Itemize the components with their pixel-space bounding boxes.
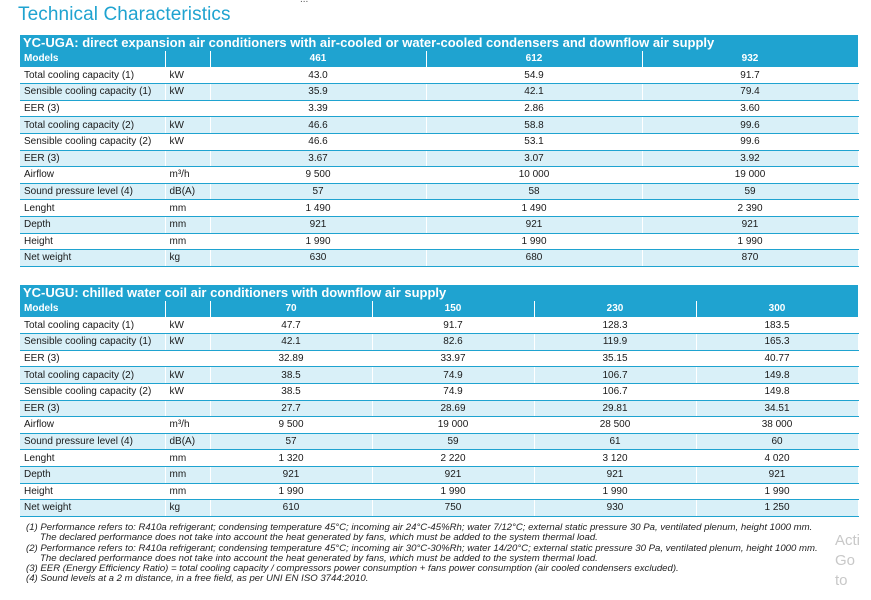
uga-section	[20, 35, 858, 267]
row-value: 1 490	[426, 200, 642, 217]
ugu-header-row	[20, 301, 858, 317]
table-row	[20, 133, 858, 150]
row-value: 630	[210, 250, 426, 267]
table-row	[20, 334, 858, 351]
page-title: Technical Characteristics	[18, 4, 231, 25]
row-value: 53.1	[426, 133, 642, 150]
row-value: 60	[696, 433, 858, 450]
table-row	[20, 433, 858, 450]
row-value: 1 990	[642, 233, 858, 250]
row-value: 3.92	[642, 150, 858, 167]
row-value: 79.4	[642, 84, 858, 101]
row-label: Total cooling capacity (2)	[20, 117, 165, 134]
row-unit: dB(A)	[165, 183, 210, 200]
row-value: 2 390	[642, 200, 858, 217]
row-value: 165.3	[696, 334, 858, 351]
row-unit: mm	[165, 200, 210, 217]
table-row	[20, 466, 858, 483]
row-value: 27.7	[210, 400, 372, 417]
row-value: 921	[696, 466, 858, 483]
row-value: 29.81	[534, 400, 696, 417]
row-value: 128.3	[534, 317, 696, 334]
row-value: 680	[426, 250, 642, 267]
row-value: 99.6	[642, 117, 858, 134]
row-value: 1 990	[210, 483, 372, 500]
row-value: 61	[534, 433, 696, 450]
table-row	[20, 250, 858, 267]
row-label: Net weight	[20, 250, 165, 267]
table-row	[20, 400, 858, 417]
row-value: 82.6	[372, 334, 534, 351]
row-value: 35.15	[534, 350, 696, 367]
row-value: 149.8	[696, 383, 858, 400]
row-value: 57	[210, 183, 426, 200]
table-row	[20, 117, 858, 134]
row-value: 38 000	[696, 417, 858, 434]
row-unit: dB(A)	[165, 433, 210, 450]
model-header-2: 230	[534, 301, 696, 317]
row-value: 3.60	[642, 100, 858, 117]
row-value: 930	[534, 500, 696, 517]
row-value: 42.1	[210, 334, 372, 351]
row-value: 3.07	[426, 150, 642, 167]
footnote-line: The declared performance does not take into account the heat generated by fans, which must be added to the system thermal load.	[40, 552, 598, 564]
row-value: 149.8	[696, 367, 858, 384]
row-unit: m³/h	[165, 167, 210, 184]
row-label: Total cooling capacity (1)	[20, 67, 165, 84]
row-value: 28.69	[372, 400, 534, 417]
table-row	[20, 367, 858, 384]
table-row	[20, 167, 858, 184]
row-unit: mm	[165, 450, 210, 467]
uga-table	[20, 51, 859, 267]
watermark-line2: Go to	[835, 552, 856, 589]
row-value: 870	[642, 250, 858, 267]
row-value: 10 000	[426, 167, 642, 184]
row-value: 19 000	[642, 167, 858, 184]
footnote-line: (3) EER (Energy Efficiency Ratio) = total cooling capacity / compressors power consumption + fans power consumption (air cooled condensers excluded).	[26, 563, 679, 575]
row-value: 3 120	[534, 450, 696, 467]
footnotes	[26, 523, 866, 585]
row-value: 42.1	[426, 84, 642, 101]
row-value: 3.39	[210, 100, 426, 117]
top-text-fragment	[300, 0, 308, 5]
ugu-section	[20, 285, 858, 517]
row-label: Airflow	[20, 167, 165, 184]
row-label: EER (3)	[20, 350, 165, 367]
row-label: Sensible cooling capacity (2)	[20, 133, 165, 150]
row-label: EER (3)	[20, 150, 165, 167]
table-row	[20, 450, 858, 467]
row-label: Height	[20, 233, 165, 250]
unit-header	[165, 301, 210, 317]
model-header-3: 300	[696, 301, 858, 317]
model-header-0: 70	[210, 301, 372, 317]
row-value: 40.77	[696, 350, 858, 367]
row-unit: kW	[165, 84, 210, 101]
row-value: 750	[372, 500, 534, 517]
model-header-1: 150	[372, 301, 534, 317]
row-value: 38.5	[210, 383, 372, 400]
row-unit: kW	[165, 133, 210, 150]
table-row	[20, 483, 858, 500]
row-value: 46.6	[210, 117, 426, 134]
uga-banner: YC-UGA: direct expansion air conditioners with air-cooled or water-cooled condensers and downflow air supply	[20, 35, 858, 51]
row-value: 119.9	[534, 334, 696, 351]
row-label: Height	[20, 483, 165, 500]
row-value: 58	[426, 183, 642, 200]
models-header-label: Models	[20, 301, 165, 317]
row-unit: mm	[165, 483, 210, 500]
row-unit	[165, 400, 210, 417]
row-value: 74.9	[372, 367, 534, 384]
table-row	[20, 233, 858, 250]
model-header-2: 932	[642, 51, 858, 67]
uga-header-row	[20, 51, 858, 67]
table-row	[20, 417, 858, 434]
row-unit	[165, 350, 210, 367]
row-value: 43.0	[210, 67, 426, 84]
table-row	[20, 317, 858, 334]
footnote-line: (4) Sound levels at a 2 m distance, in a free field, as per UNI EN ISO 3744:2010.	[26, 573, 369, 585]
row-label: Sound pressure level (4)	[20, 433, 165, 450]
table-row	[20, 150, 858, 167]
row-unit: kW	[165, 117, 210, 134]
row-value: 1 250	[696, 500, 858, 517]
footnote-line: (1) Performance refers to: R410a refrigerant; condensing temperature 45°C; incoming air 24°C-45%Rh; water 7/12°C; external static pressure 30 Pa, ventilated plenum, height 1000 mm.	[26, 522, 813, 533]
row-label: Depth	[20, 466, 165, 483]
model-header-0: 461	[210, 51, 426, 67]
row-value: 921	[210, 466, 372, 483]
table-row	[20, 216, 858, 233]
row-label: EER (3)	[20, 100, 165, 117]
row-unit: kW	[165, 334, 210, 351]
row-value: 74.9	[372, 383, 534, 400]
row-value: 106.7	[534, 383, 696, 400]
row-value: 32.89	[210, 350, 372, 367]
row-value: 9 500	[210, 417, 372, 434]
row-value: 28 500	[534, 417, 696, 434]
row-label: Net weight	[20, 500, 165, 517]
row-value: 3.67	[210, 150, 426, 167]
row-value: 58.8	[426, 117, 642, 134]
row-value: 610	[210, 500, 372, 517]
row-label: Depth	[20, 216, 165, 233]
row-unit: m³/h	[165, 417, 210, 434]
row-value: 19 000	[372, 417, 534, 434]
row-value: 35.9	[210, 84, 426, 101]
unit-header	[165, 51, 210, 67]
row-unit: mm	[165, 466, 210, 483]
row-value: 59	[372, 433, 534, 450]
row-value: 91.7	[372, 317, 534, 334]
row-value: 921	[372, 466, 534, 483]
row-label: Sensible cooling capacity (1)	[20, 334, 165, 351]
row-label: Sound pressure level (4)	[20, 183, 165, 200]
row-value: 34.51	[696, 400, 858, 417]
row-value: 183.5	[696, 317, 858, 334]
activation-watermark	[835, 531, 871, 591]
table-row	[20, 84, 858, 101]
row-value: 57	[210, 433, 372, 450]
row-unit: kW	[165, 67, 210, 84]
table-row	[20, 383, 858, 400]
row-label: Total cooling capacity (1)	[20, 317, 165, 334]
row-value: 1 990	[534, 483, 696, 500]
row-value: 921	[426, 216, 642, 233]
row-label: Lenght	[20, 200, 165, 217]
table-row	[20, 100, 858, 117]
row-value: 1 990	[696, 483, 858, 500]
row-value: 106.7	[534, 367, 696, 384]
row-unit: mm	[165, 233, 210, 250]
row-unit: kW	[165, 317, 210, 334]
row-label: Airflow	[20, 417, 165, 434]
row-unit: kW	[165, 383, 210, 400]
row-value: 38.5	[210, 367, 372, 384]
row-label: Lenght	[20, 450, 165, 467]
table-row	[20, 200, 858, 217]
models-header-label: Models	[20, 51, 165, 67]
row-unit: kg	[165, 250, 210, 267]
row-value: 59	[642, 183, 858, 200]
watermark-line1: Acti	[835, 532, 861, 549]
row-value: 921	[642, 216, 858, 233]
table-row	[20, 183, 858, 200]
table-row	[20, 67, 858, 84]
row-value: 4 020	[696, 450, 858, 467]
row-unit: kW	[165, 367, 210, 384]
row-label: Sensible cooling capacity (2)	[20, 383, 165, 400]
row-value: 99.6	[642, 133, 858, 150]
row-unit: kg	[165, 500, 210, 517]
ugu-table	[20, 301, 859, 517]
row-value: 91.7	[642, 67, 858, 84]
row-label: Total cooling capacity (2)	[20, 367, 165, 384]
row-unit	[165, 100, 210, 117]
row-label: EER (3)	[20, 400, 165, 417]
table-row	[20, 500, 858, 517]
row-value: 54.9	[426, 67, 642, 84]
row-value: 9 500	[210, 167, 426, 184]
ugu-banner: YC-UGU: chilled water coil air conditioners with downflow air supply	[20, 285, 858, 301]
row-value: 1 990	[210, 233, 426, 250]
row-value: 2 220	[372, 450, 534, 467]
row-value: 1 990	[372, 483, 534, 500]
model-header-1: 612	[426, 51, 642, 67]
row-value: 47.7	[210, 317, 372, 334]
row-label: Sensible cooling capacity (1)	[20, 84, 165, 101]
row-value: 33.97	[372, 350, 534, 367]
footnote-line: The declared performance does not take into account the heat generated by fans, which must be added to the system thermal load.	[40, 532, 598, 544]
table-row	[20, 350, 858, 367]
row-unit: mm	[165, 216, 210, 233]
row-value: 2.86	[426, 100, 642, 117]
row-value: 46.6	[210, 133, 426, 150]
row-value: 921	[210, 216, 426, 233]
footnote-line: (2) Performance refers to: R410a refrigerant; condensing temperature 45°C; incoming air 30°C-30%Rh; water 14/20°C; external static pressure 30 Pa, ventilated plenum, height 1000 mm.	[26, 542, 818, 554]
row-value: 921	[534, 466, 696, 483]
row-value: 1 490	[210, 200, 426, 217]
row-value: 1 990	[426, 233, 642, 250]
row-unit	[165, 150, 210, 167]
row-value: 1 320	[210, 450, 372, 467]
